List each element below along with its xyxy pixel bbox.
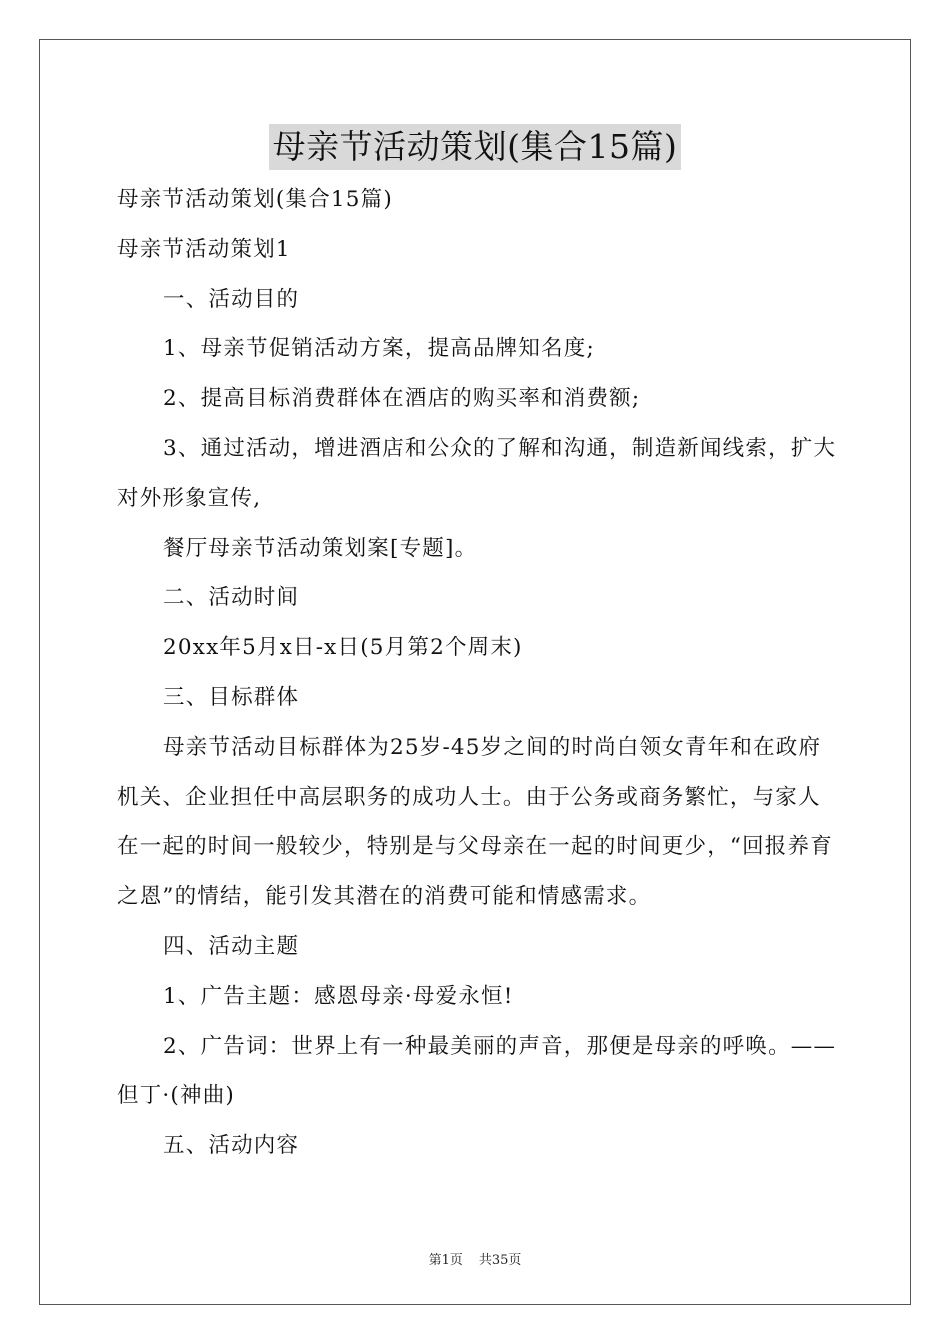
- document-body: [117, 175, 837, 1171]
- paragraph: 二、活动时间: [163, 585, 300, 611]
- paragraph: 五、活动内容: [163, 1133, 300, 1159]
- paragraph: 20xx年5月x日-x日(5月第2个周末): [163, 635, 523, 661]
- paragraph: 母亲节活动目标群体为25岁-45岁之间的时尚白领女青年和在政府机关、企业担任中高层职务的成功人士。由于公务或商务繁忙，与家人在一起的时间一般较少，特别是与父母亲在一起的时间更少，“回报养育之恩”的情结，能引发其潜在的消费可能和情感需求。: [117, 734, 833, 910]
- paragraph: 母亲节活动策划(集合15篇): [117, 187, 393, 212]
- paragraph: 2、提高目标消费群体在酒店的购买率和消费额;: [163, 386, 641, 412]
- paragraph: 3、通过活动，增进酒店和公众的了解和沟通，制造新闻线索，扩大对外形象宣传,: [117, 435, 837, 511]
- page-total: 共35页: [478, 1253, 522, 1268]
- paragraph: 1、广告主题：感恩母亲·母爱永恒!: [163, 983, 514, 1009]
- paragraph: 母亲节活动策划1: [117, 236, 291, 262]
- page-footer: [0, 1249, 950, 1268]
- title-wrap: [0, 124, 950, 170]
- paragraph: 餐厅母亲节活动策划案[专题]。: [163, 535, 478, 561]
- paragraph: 一、活动目的: [163, 286, 300, 312]
- paragraph: 2、广告词：世界上有一种最美丽的声音，那便是母亲的呼唤。——但丁·(神曲): [117, 1033, 837, 1109]
- paragraph: 1、母亲节促销活动方案，提高品牌知名度;: [163, 336, 595, 362]
- page-number: 第1页: [428, 1253, 463, 1268]
- document-title: 母亲节活动策划(集合15篇): [269, 124, 682, 170]
- paragraph: 四、活动主题: [163, 933, 300, 959]
- paragraph: 三、目标群体: [163, 684, 300, 710]
